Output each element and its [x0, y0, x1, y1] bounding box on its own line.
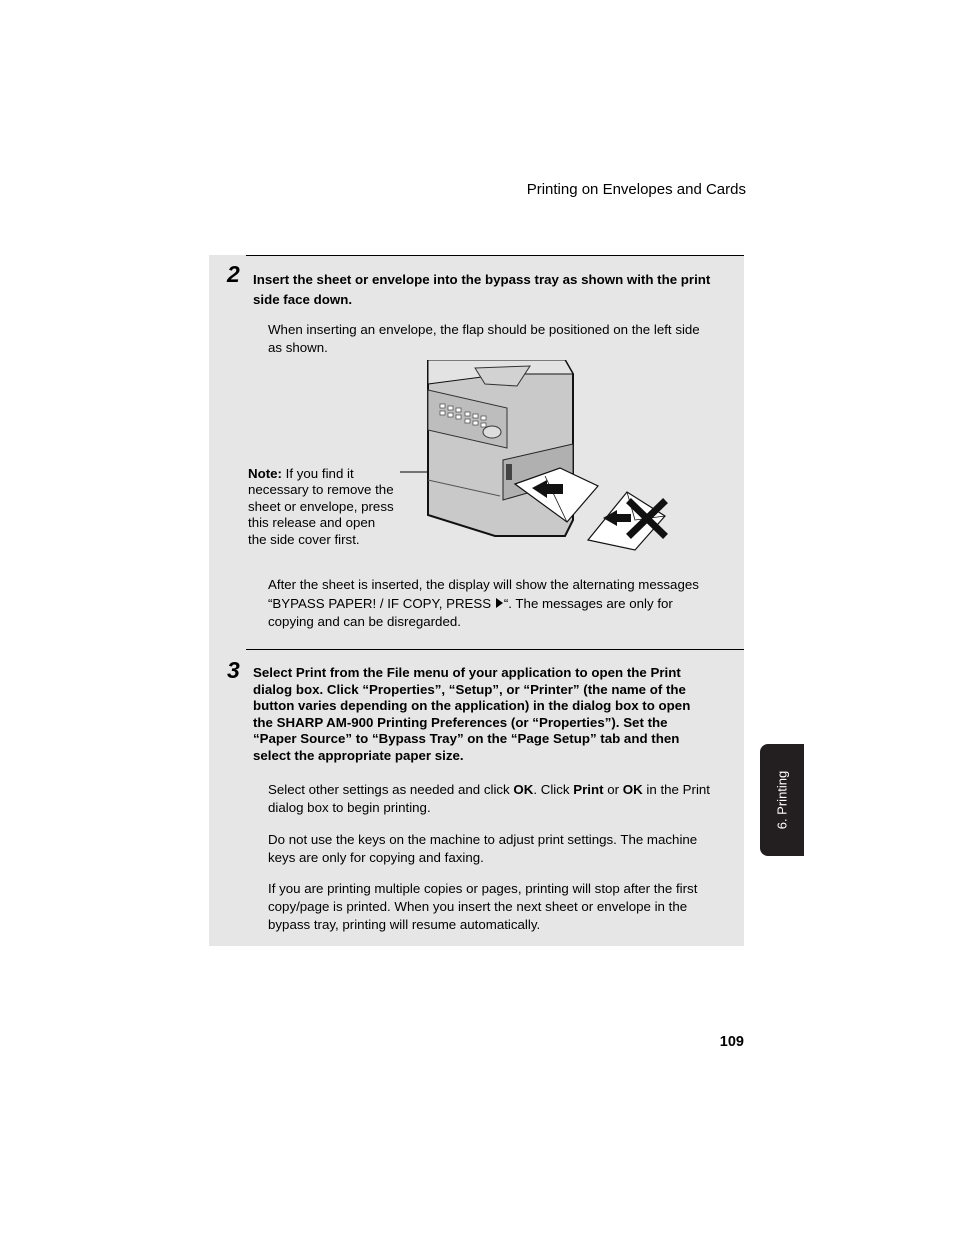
note-label: Note:: [248, 466, 282, 481]
step2-para2: After the sheet is inserted, the display will show the alternating messages “BYPASS PAPER! / IF COPY, PRESS “. The messages are only for copying and can be disregarded.: [268, 577, 699, 629]
step3-number: 3: [227, 657, 240, 683]
step3-para1: Select other settings as needed and click OK. Click Print or OK in the Print dialog box to begin printing.: [268, 782, 710, 815]
running-header: Printing on Envelopes and Cards: [526, 181, 746, 198]
start-key: [483, 426, 501, 438]
chapter-tab-label: 6. Printing: [774, 770, 790, 830]
step2-para1: When inserting an envelope, the flap should be positioned on the left side as shown.: [268, 322, 700, 355]
step3-heading: Select Print from the File menu of your application to open the Print dialog box. Click “Properties”, “Setup”, or “Printer” (the name of the button varies depending on the application) in the dialog box to open the SHARP AM-900 Printing Preferences (or “Properties”). Set the “Paper Source” to “Bypass Tray” on the “Page Setup” tab and then select the appropriate paper size.: [253, 665, 691, 763]
step3-para3: If you are printing multiple copies or pages, printing will stop after the first copy/page is printed. When you insert the next sheet or envelope in the bypass tray, printing will resume automatically.: [268, 881, 698, 932]
page-number: 109: [719, 1034, 744, 1050]
step2-rule: [246, 255, 744, 256]
release-lever: [506, 464, 512, 480]
bypass-tray-illustration: [395, 360, 675, 560]
step3-rule: [246, 649, 744, 650]
release-note: Note: If you find it necessary to remove the sheet or envelope, press this release and open the side cover first.: [248, 466, 394, 547]
step3-para2: Do not use the keys on the machine to adjust print settings. The machine keys are only for copying and faxing.: [268, 832, 698, 865]
chapter-tab: [760, 744, 804, 856]
play-triangle-icon: [495, 597, 504, 609]
step2-heading: Insert the sheet or envelope into the bypass tray as shown with the print side face down.: [253, 272, 711, 307]
step2-number: 2: [227, 261, 240, 287]
